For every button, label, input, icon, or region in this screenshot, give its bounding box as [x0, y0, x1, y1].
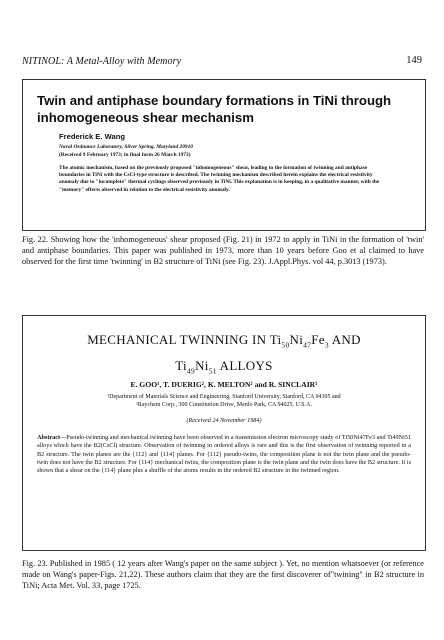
title-text: Ni [195, 357, 209, 373]
title-subscript: 3 [324, 340, 329, 350]
figure-22-paper-excerpt [22, 79, 426, 231]
figure-22-caption: Fig. 22. Showing how the 'inhomogeneous' shear proposed (Fig. 21) in 1972 to apply in TiNi in the formation of 'twin' and antiphase boundaries. This paper was published in 1973, more than 10 years before Goo et al claimed to have observed for the first time 'twinning' in B2 structure of TiNi (see Fig. 23). J.Appl.Phys. vol 44, p.3013 (1973). [22, 235, 424, 266]
title-subscript: 51 [208, 366, 217, 376]
paper-title [23, 330, 425, 381]
paper-affiliations [23, 393, 425, 409]
title-subscript: 49 [186, 366, 196, 376]
running-title: NITINOL: A Metal-Alloy with Memory [22, 56, 182, 67]
figure-23-paper-excerpt [22, 315, 426, 551]
paper-abstract: The atomic mechanism, based on the previously proposed "inhomogeneous" shear, leading to the formation of twinning and antiphase boundaries in TiNi with the CsCl-type structure is described. The twinning mechanism described herein explains the electrical resistivity anomaly due to "incomplete" thermal cyclings observed previously in TiNi. This explanation is in keeping, in a qualitative manner, with the "memory" effects observed in relation to the electrical resistivity anomaly. [59, 165, 380, 193]
paper-authors: E. GOO¹, T. DUERIG², K. MELTON² and R. SINCLAIR¹ [130, 380, 318, 389]
affiliation-line: ¹Department of Materials Science and Engineering, Stanford University, Stanford, CA 94305 and [107, 394, 341, 400]
abstract-label: Abstract [37, 434, 61, 441]
title-text: ALLOYS [216, 357, 273, 373]
abstract-text: —Pseudo-twinning and mechanical twinning have been observed in a transmission electron microscopy study of Ti50Ni47Fe3 and Ti49Ni51 alloys which have the B2(CsCl) structure. Observation of twinning in ordered alloys is rare and this is the first observation of twinning reported in a B2 structure. The twin planes are the {112} and {114} planes. For {112} pseudo-twins, the composition plane is not the twin plane and the pseudo-twin does not have the B2 structure. For {114} mechanical twins, the composition plane is the twin plane and the twin does have the B2 structure. It is shown that a shear on the {114} plane plus a shuffle of the atoms results in the ordered B2 structure in the twinned region. [37, 434, 411, 475]
title-text: MECHANICAL TWINNING IN Ti [87, 332, 282, 347]
title-text: AND [328, 332, 361, 347]
title-subscript: 47 [303, 340, 312, 350]
title-text: Fe [311, 332, 325, 347]
figure-23-caption: Fig. 23. Published in 1985 ( 12 years after Wang's paper on the same subject ). Yet, no mention whatsoever (or reference made on Wang's paper-Figs. 21,22). These authors claim that they are the first discoverer of"twining" in B2 structure in TiNi; Acta Met. Vol. 33, page 1725. [22, 559, 424, 590]
paper-author: Frederick E. Wang [59, 132, 125, 141]
title-text: Ti [175, 357, 187, 373]
paper-received-date: (Received 9 February 1973; in final form 26 March 1973) [59, 152, 191, 158]
paper-abstract [37, 434, 411, 475]
title-text: Ni [289, 332, 304, 347]
title-subscript: 50 [281, 340, 290, 350]
page-number: 149 [406, 55, 422, 66]
affiliation-line: ²Raychem Corp., 300 Constitution Drive, Menlo Park, CA 94025, U.S.A. [136, 402, 312, 408]
paper-received-date: (Received 24 November 1984) [186, 417, 262, 424]
paper-title: Twin and antiphase boundary formations in TiNi through inhomogeneous shear mechanism [37, 93, 392, 125]
paper-affiliation: Naval Ordnance Laboratory, Silver Spring, Maryland 20910 [59, 144, 193, 150]
